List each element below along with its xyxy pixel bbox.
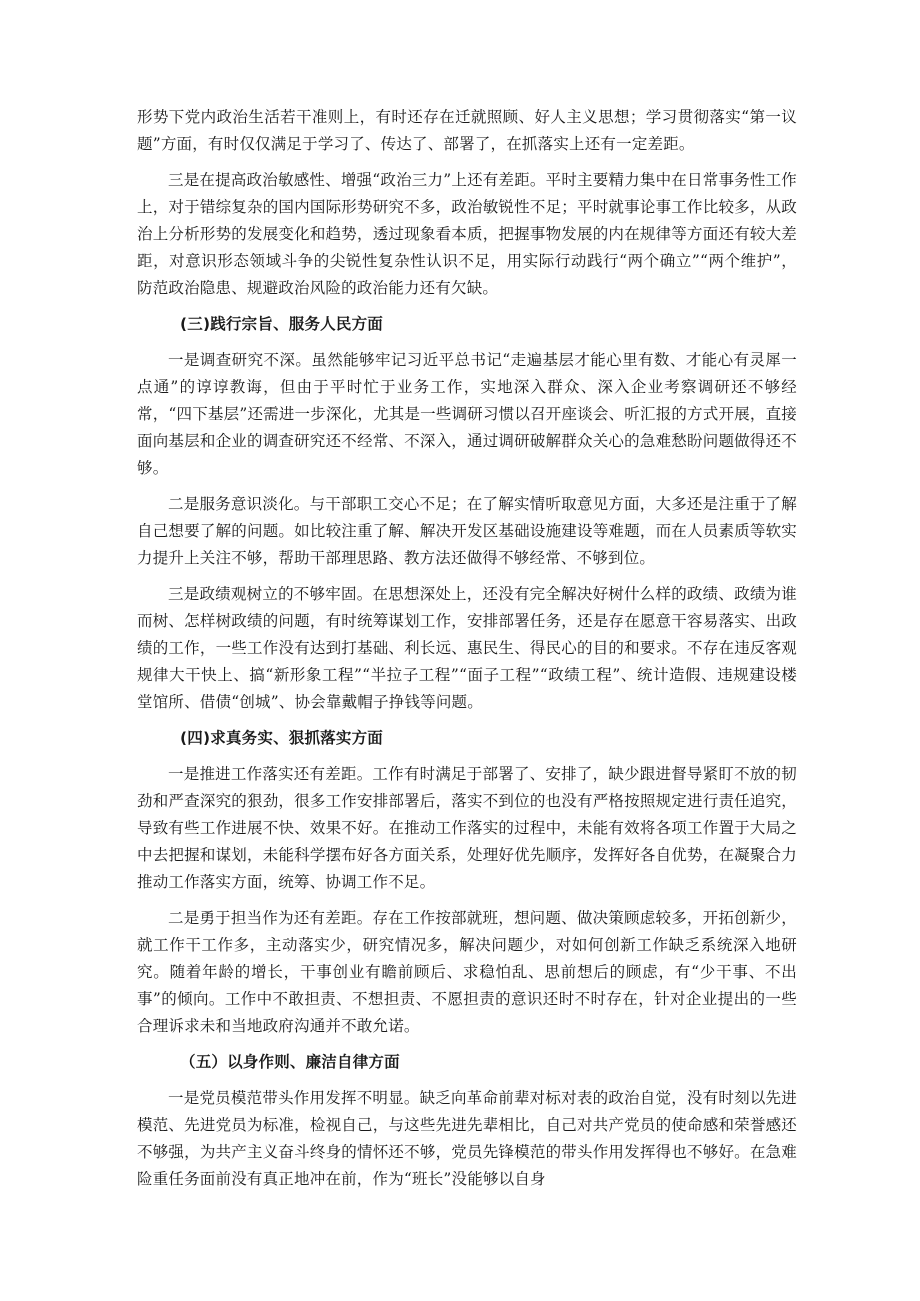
section-heading-4: (四)求真务实、狠抓落实方面 (180, 729, 383, 747)
paragraph-continued: 形势下党内政治生活若干准则上，有时还存在迁就照顾、好人主义思想；学习贯彻落实“第一议题”方面，有时仅仅满足于学习了、传达了、部署了，在抓落实上还有一定差距。 (137, 108, 797, 153)
paragraph: 二是服务意识淡化。与干部职工交心不足；在了解实情听取意见方面，大多还是注重于了解自己想要了解的问题。如比较注重了解、解决开发区基础设施建设等难题，而在人员素质等软实力提升上关注不够，帮助干部理思路、教方法还做得不够经常、不够到位。 (137, 495, 797, 567)
paragraph: 三是在提高政治敏感性、增强“政治三力”上还有差距。平时主要精力集中在日常事务性工作上，对于错综复杂的国内国际形势研究不多，政治敏锐性不足；平时就事论事工作比较多，从政治上分析形势的发展变化和趋势，透过现象看本质，把握事物发展的内在规律等方面还有较大差距，对意识形态领域斗争的尖锐性复杂性认识不足，用实际行动践行“两个确立”“两个维护”，防范政治隐患、规避政治风险的政治能力还有欠缺。 (137, 171, 797, 297)
paragraph: 三是政绩观树立的不够牢固。在思想深处上，还没有完全解决好树什么样的政绩、政绩为谁而树、怎样树政绩的问题，有时统筹谋划工作，安排部署任务，还是存在愿意干容易落实、出政绩的工作，一些工作没有达到打基础、利长远、惠民生、得民心的目的和要求。不存在违反客观规律大干快上、搞“新形象工程”“半拉子工程”“面子工程”“政绩工程”、统计造假、违规建设楼堂馆所、借债“创城”、协会靠戴帽子挣钱等问题。 (137, 585, 797, 711)
section-heading-5: （五）以身作则、廉洁自律方面 (180, 1053, 400, 1071)
paragraph: 一是党员模范带头作用发挥不明显。缺乏向革命前辈对标对表的政治自觉，没有时刻以先进模范、先进党员为标准，检视自己，与这些先进先辈相比，自己对共产党员的使命感和荣誉感还不够强，为共产主义奋斗终身的情怀还不够，党员先锋模范的带头作用发挥得也不够好。在急难险重任务面前没有真正地冲在前，作为“班长”没能够以自身 (137, 1089, 797, 1188)
paragraph: 一是调查研究不深。虽然能够牢记习近平总书记“走遍基层才能心里有数、才能心有灵犀一点通”的谆谆教诲，但由于平时忙于业务工作，实地深入群众、深入企业考察调研还不够经常，“四下基层”还需进一步深化，尤其是一些调研习惯以召开座谈会、听汇报的方式开展，直接面向基层和企业的调查研究还不经常、不深入，通过调研破解群众关心的急难愁盼问题做得还不够。 (137, 351, 797, 477)
document-body (137, 104, 797, 1202)
paragraph: 二是勇于担当作为还有差距。存在工作按部就班，想问题、做决策顾虑较多，开拓创新少，就工作干工作多，主动落实少，研究情况多，解决问题少，对如何创新工作缺乏系统深入地研究。随着年龄的增长，干事创业有瞻前顾后、求稳怕乱、思前想后的顾虑，有“少干事、不出事”的倾向。工作中不敢担责、不想担责、不愿担责的意识还时不时存在，针对企业提出的一些合理诉求未和当地政府沟通并不敢允诺。 (137, 909, 797, 1035)
section-heading-3: (三)践行宗旨、服务人民方面 (180, 315, 383, 333)
paragraph: 一是推进工作落实还有差距。工作有时满足于部署了、安排了，缺少跟进督导紧盯不放的韧劲和严查深究的狠劲，很多工作安排部署后，落实不到位的也没有严格按照规定进行责任追究，导致有些工作进展不快、效果不好。在推动工作落实的过程中，未能有效将各项工作置于大局之中去把握和谋划，未能科学摆布好各方面关系，处理好优先顺序，发挥好各自优势，在凝聚合力推动工作落实方面，统筹、协调工作不足。 (137, 765, 797, 891)
